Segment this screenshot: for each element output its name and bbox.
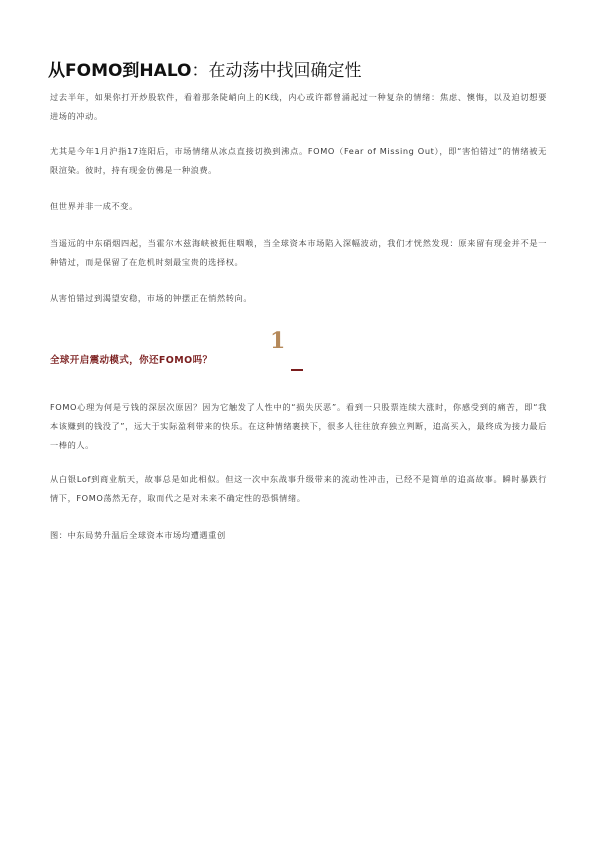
title-bold-part: 从FOMO到HALO	[48, 61, 192, 81]
section-underline	[291, 369, 303, 371]
paragraph-2: 尤其是今年1月沪指17连阳后，市场情绪从冰点直接切换到沸点。FOMO（Fear of Missing Out），即“害怕错过”的情绪被无限渲染。彼时，持有现金仿佛是一种浪费。	[50, 146, 547, 175]
section-number: 1	[270, 328, 286, 354]
paragraph-3: 但世界并非一成不变。	[50, 201, 138, 211]
section-title: 全球开启震动模式，你还FOMO吗？	[50, 355, 213, 366]
title-rest-part: ：在动荡中找回确定性	[191, 61, 362, 81]
paragraph-6: FOMO心理为何是亏钱的深层次原因？因为它触发了人性中的“损失厌恶”。看到一只股票连续大涨时，你感受到的痛苦，即“我本该赚到的钱没了”，远大于实际盈利带来的快乐。在这种情绪裹挟下，很多人往往放弃独立判断，追高买入，最终成为接力最后一棒的人。	[50, 402, 547, 450]
figure-caption: 图：中东局势升温后全球资本市场均遭遇重创	[50, 530, 226, 540]
article-title	[48, 56, 362, 81]
paragraph-5: 从害怕错过到渴望安稳，市场的钟摆正在悄然转向。	[50, 293, 253, 303]
paragraph-4: 当遥远的中东硝烟四起，当霍尔木兹海峡被扼住咽喉，当全球资本市场陷入深幅波动，我们才恍然发现：原来留有现金并不是一种错过，而是保留了在危机时刻最宝贵的选择权。	[50, 238, 547, 267]
paragraph-1: 过去半年，如果你打开炒股软件，看着那条陡峭向上的K线，内心或许都曾涌起过一种复杂的情绪：焦虑、懊悔，以及迫切想要进场的冲动。	[50, 92, 547, 121]
paragraph-7: 从白银Lof到商业航天，故事总是如此相似。但这一次中东战事升级带来的流动性冲击，已经不是简单的追高故事。瞬时暴跌行情下，FOMO荡然无存，取而代之是对未来不确定性的恐惧情绪。	[50, 474, 547, 503]
